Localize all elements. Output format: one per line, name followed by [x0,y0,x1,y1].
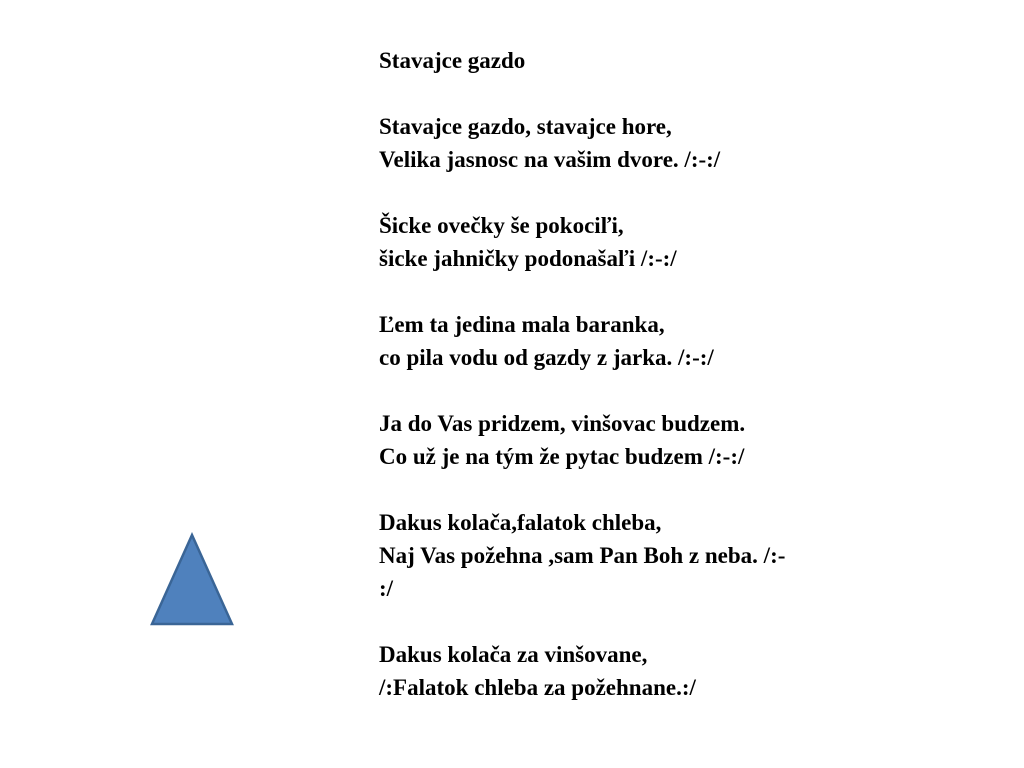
poem-line: šicke jahničky podonašaľi /:-:/ [379,246,677,271]
poem-title: Stavajce gazdo [379,48,526,73]
poem-line: Velika jasnosc na vašim dvore. /:-:/ [379,147,721,172]
stanza-2 [379,209,899,275]
stanza-3 [379,308,899,374]
triangle-icon [152,535,232,624]
poem-line: /:Falatok chleba za požehnane.:/ [379,675,696,700]
stanza-6 [379,638,899,704]
poem-line: :/ [379,576,394,601]
poem-text [379,44,899,704]
poem-line: Stavajce gazdo, stavajce hore, [379,114,672,139]
blank-line [379,605,899,638]
poem-line: Šicke ovečky še pokociľi, [379,213,624,238]
poem-line: Dakus kolača za vinšovane, [379,642,648,667]
poem-line: Co už je na tým že pytac budzem /:-:/ [379,444,745,469]
poem-line: co pila vodu od gazdy z jarka. /:-:/ [379,345,714,370]
blank-line [379,275,899,308]
stanza-1 [379,110,899,176]
blank-line [379,77,899,110]
stanza-4 [379,407,899,473]
poem-line: Ja do Vas pridzem, vinšovac budzem. [379,411,746,436]
stanza-5 [379,506,899,605]
blank-line [379,176,899,209]
blank-line [379,473,899,506]
poem-line: Naj Vas požehna ,sam Pan Boh z neba. /:- [379,543,786,568]
poem-line: Ľem ta jedina mala baranka, [379,312,665,337]
poem-line: Dakus kolača,falatok chleba, [379,510,662,535]
triangle-shape [148,532,236,628]
blank-line [379,374,899,407]
